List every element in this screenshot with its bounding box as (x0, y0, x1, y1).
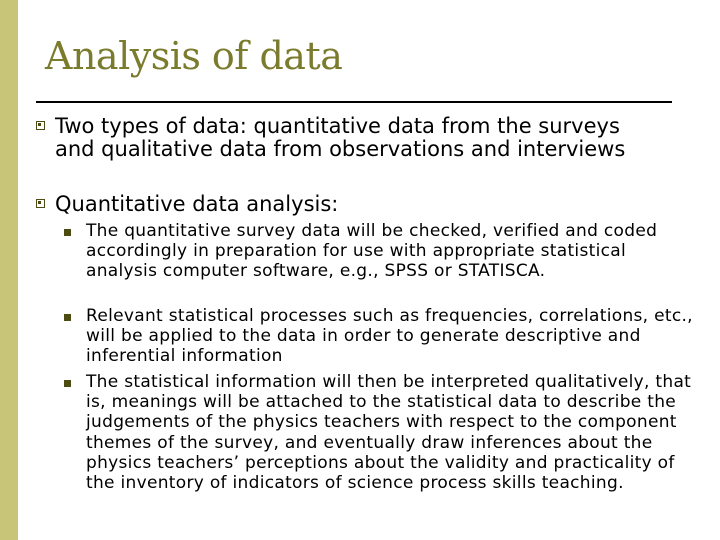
square-bullet-icon (36, 199, 45, 208)
title-underline (36, 101, 672, 103)
filled-square-bullet-icon (64, 380, 71, 387)
filled-square-bullet-icon (64, 229, 71, 236)
side-accent-bar (0, 0, 18, 540)
filled-square-bullet-icon (64, 314, 71, 321)
slide-title: Analysis of data (45, 34, 343, 78)
subbullet-3-text: The statistical information will then be interpreted qualitatively, that is, meanings will be attached to the statistical data to describe the judgements of the physics teachers with respect to the component themes of the survey, and eventually draw inferences about the physics teachers’ perceptions about the validity and practicality of the inventory of indicators of science process skills teaching. (86, 372, 692, 494)
square-bullet-icon (36, 121, 45, 130)
bullet-2-text: Quantitative data analysis: (55, 192, 339, 216)
subbullet-1-text: The quantitative survey data will be checked, verified and coded accordingly in preparation for use with appropriate statistical analysis computer software, e.g., SPSS or STATISCA. (86, 221, 658, 282)
bullet-1-text: Two types of data: quantitative data from the surveys and qualitative data from observations and interviews (55, 114, 626, 161)
subbullet-2-text: Relevant statistical processes such as frequencies, correlations, etc., will be applied to the data in order to generate descriptive and inferential information (86, 306, 693, 367)
